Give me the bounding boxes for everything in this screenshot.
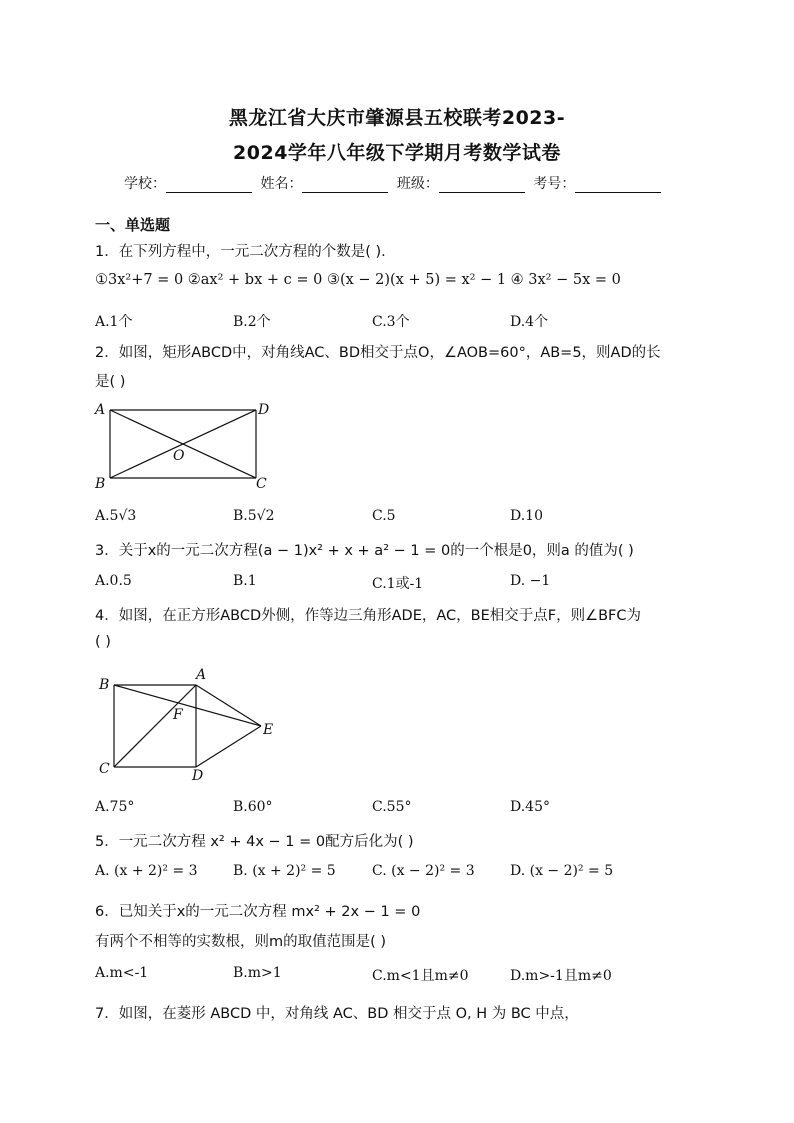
section-heading: 一、单选题 (95, 216, 171, 234)
q5-option-d[interactable]: D. (x − 2)² = 5 (510, 863, 614, 879)
q7-stem: 7．如图，在菱形 ABCD 中，对角线 AC、BD 相交于点 O, H 为 BC 中点， (95, 1006, 579, 1022)
q3-option-b[interactable]: B.1 (233, 573, 257, 589)
q2-rectangle-figure (90, 398, 280, 494)
q5-option-b[interactable]: B. (x + 2)² = 5 (233, 863, 336, 879)
class-blank[interactable] (439, 178, 525, 193)
triangle-de (196, 726, 261, 767)
label-o: O (173, 448, 185, 464)
q1-option-a[interactable]: A.1个 (95, 314, 133, 330)
label-a: A (95, 402, 106, 418)
label-d: D (192, 768, 204, 784)
q4-option-d[interactable]: D.45° (510, 799, 550, 815)
q2-option-d[interactable]: D.10 (510, 508, 543, 524)
q1-stem: 1．在下列方程中，一元二次方程的个数是( ). (95, 244, 386, 260)
student-info-row (124, 173, 665, 193)
label-c: C (256, 476, 267, 492)
label-d: D (258, 402, 270, 418)
label-c: C (99, 761, 110, 777)
class-label: 班级： (396, 176, 439, 192)
label-a: A (196, 667, 207, 683)
label-b: B (99, 677, 110, 693)
q6-stem-line1: 6．已知关于x的一元二次方程 mx² + 2x − 1 = 0 (95, 904, 421, 920)
exam-number-label: 考号： (533, 176, 576, 192)
exam-number-blank[interactable] (575, 178, 661, 193)
q6-option-a[interactable]: A.m<-1 (95, 965, 149, 981)
school-label: 学校： (124, 176, 166, 192)
label-f: F (173, 707, 183, 723)
diagonal-ac (114, 685, 196, 767)
q1-option-d[interactable]: D.4个 (510, 314, 549, 330)
q3-option-d[interactable]: D. −1 (510, 573, 551, 589)
name-label: 姓名： (260, 176, 303, 192)
label-e: E (263, 722, 274, 738)
q4-option-b[interactable]: B.60° (233, 799, 273, 815)
q4-option-c[interactable]: C.55° (372, 799, 412, 815)
school-blank[interactable] (166, 178, 252, 193)
q2-stem-line1: 2．如图，矩形ABCD中，对角线AC、BD相交于点O，∠AOB=60°，AB=5，则AD的长 (95, 345, 661, 361)
q5-stem: 5．一元二次方程 x² + 4x − 1 = 0配方后化为( ) (95, 834, 414, 850)
q3-option-c[interactable]: C.1或-1 (372, 576, 424, 592)
q6-stem-line2: 有两个不相等的实数根，则m的取值范围是( ) (95, 934, 387, 950)
triangle-ae (196, 685, 261, 726)
exam-title-line2: 2024学年八年级下学期月考数学试卷 (233, 142, 561, 164)
q2-option-a[interactable]: A.5√3 (95, 508, 137, 524)
q1-option-c[interactable]: C.3个 (372, 314, 410, 330)
q4-stem-line1: 4．如图，在正方形ABCD外侧，作等边三角形ADE，AC，BE相交于点F，则∠BFC为 (95, 608, 642, 624)
q6-option-c[interactable]: C.m<1且m≠0 (372, 968, 469, 984)
q2-option-c[interactable]: C.5 (372, 508, 396, 524)
q6-option-b[interactable]: B.m>1 (233, 965, 282, 981)
q5-option-c[interactable]: C. (x − 2)² = 3 (372, 863, 475, 879)
q2-stem-line2: 是( ) (95, 374, 126, 390)
q1-equations: ①3x²+7 = 0 ②ax² + bx + c = 0 ③(x − 2)(x + 5) = x² − 1 ④ 3x² − 5x = 0 (95, 272, 621, 288)
q1-option-b[interactable]: B.2个 (233, 314, 271, 330)
q4-option-a[interactable]: A.75° (95, 799, 135, 815)
q3-stem: 3．关于x的一元二次方程(a − 1)x² + x + a² − 1 = 0的一个根是0，则a 的值为( ) (95, 543, 634, 559)
q4-stem-line2: ( ) (95, 634, 111, 650)
q4-square-triangle-figure (95, 664, 285, 784)
segment-be (114, 685, 261, 726)
name-blank[interactable] (302, 178, 388, 193)
q6-option-d[interactable]: D.m>-1且m≠0 (510, 968, 612, 984)
q2-option-b[interactable]: B.5√2 (233, 508, 275, 524)
q5-option-a[interactable]: A. (x + 2)² = 3 (95, 863, 198, 879)
q3-option-a[interactable]: A.0.5 (95, 573, 132, 589)
label-b: B (95, 476, 106, 492)
exam-title-line1: 黑龙江省大庆市肇源县五校联考2023- (228, 107, 566, 129)
